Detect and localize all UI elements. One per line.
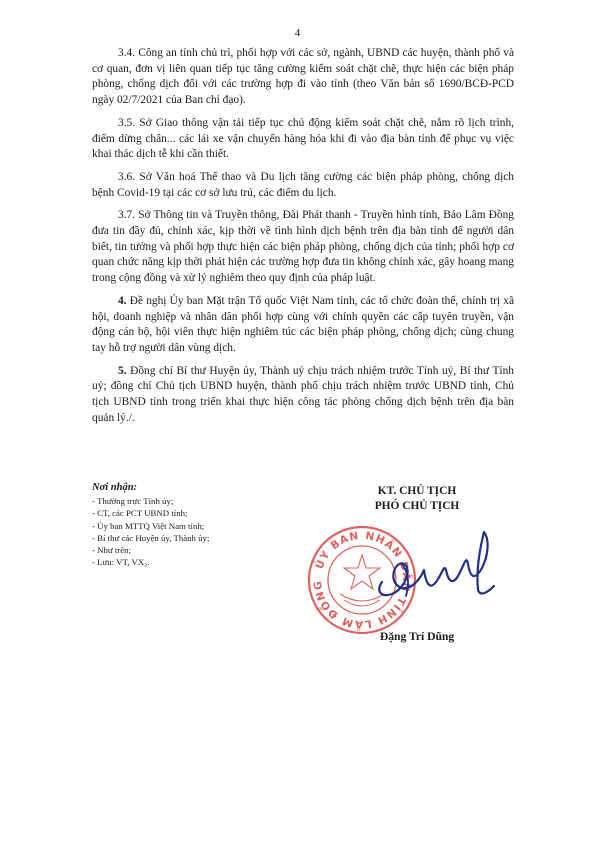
recipient-item: - Lưu: VT, VX₃. [92,557,150,568]
paragraph-3-4: 3.4. Công an tỉnh chủ trì, phối hợp với các sở, ngành, UBND các huyện, thành phố và cơ quan, đơn vị liên quan tiếp tục tăng cường kiểm soát chặt chẽ, thực hiện các biện pháp phòng, chống dịch đối với các trường hợp đi vào tỉnh (theo Văn bản số 1690/BCĐ-PCD ngày 02/7/2021 của Ban chỉ đạo). [92,47,514,107]
recipient-item: - CT, các PCT UBND tỉnh; [92,508,188,519]
recipients-list [92,482,322,569]
document-body [92,46,514,433]
paragraph-5: 5. Đồng chí Bí thư Huyện ủy, Thành uỷ chịu trách nhiệm trước Tỉnh uỷ, Bí thư Tỉnh uỷ; đồng chí Chủ tịch UBND huyện, thành phố chịu trách nhiệm trước UBND tỉnh, Chủ tịch UBND tỉnh trong triển khai thực hiện công tác phòng chống dịch bệnh trên địa bàn quản lý./. [92,364,514,424]
paragraph-4: 4. Đề nghị Ủy ban Mặt trận Tổ quốc Việt Nam tỉnh, các tổ chức đoàn thể, chính trị xã hội, doanh nghiệp và nhân dân phối hợp cùng với chính quyền các cấp tuyên truyền, vận động cán bộ, hội viên thực hiện nghiêm túc các biện pháp phòng, chống dịch; cùng chung tay hỗ trợ người dân vùng dịch. [92,294,514,354]
signer-authority: KT. CHỦ TỊCH [377,485,457,497]
recipient-item: - Ủy ban MTTQ Việt Nam tỉnh; [92,520,205,531]
paragraph-3-6: 3.6. Sở Văn hoá Thể thao và Du lịch tăng cường các biện pháp phòng, chống dịch bệnh Covid-19 tại các cơ sở lưu trú, các điểm du lịch. [92,170,514,199]
recipient-item: - Thường trực Tỉnh ủy; [92,496,174,506]
document-footer [92,482,532,662]
handwritten-signature-icon [362,524,512,619]
paragraph-number: 5. [118,364,127,377]
paragraph-3-5: 3.5. Sở Giao thông vận tải tiếp tục chủ động kiểm soát chặt chẽ, nắm rõ lịch trình, điểm dừng chân... các lái xe vận chuyển hàng hóa khi đi vào địa bàn tỉnh để phục vụ việc khai thác dịch tễ khi cần thiết. [92,116,514,161]
page-number: 4 [294,27,301,39]
signature-block [302,484,532,643]
recipient-item: - Như trên; [92,545,131,556]
recipients-title: Nơi nhận: [92,482,138,493]
paragraph-3-7: 3.7. Sở Thông tin và Truyền thông, Đài Phát thanh - Truyền hình tỉnh, Báo Lâm Đồng đưa tin đầy đủ, chính xác, kịp thời về tình hình dịch bệnh trên địa bàn tỉnh để người dân biết, tin tưởng và phối hợp thực hiện các biện pháp phòng, chống dịch của tỉnh; phối hợp cơ quan chức năng kịp thời phát hiện các trường hợp đưa tin không chính xác, gây hoang mang trong cộng đồng và xử lý nghiêm theo quy định của pháp luật. [92,209,514,285]
signer-title: PHÓ CHỦ TỊCH [374,500,460,512]
signer-name: Đặng Trí Dũng [379,630,455,643]
svg-text:ỦY BAN NHÂN DÂN TỈNH LÂM ĐỒNG: ỦY BAN NHÂN DÂN TỈNH LÂM ĐỒNG [311,529,413,631]
recipient-item: - Bí thư các Huyện ủy, Thành ủy; [92,532,210,543]
paragraph-number: 4. [118,294,127,307]
